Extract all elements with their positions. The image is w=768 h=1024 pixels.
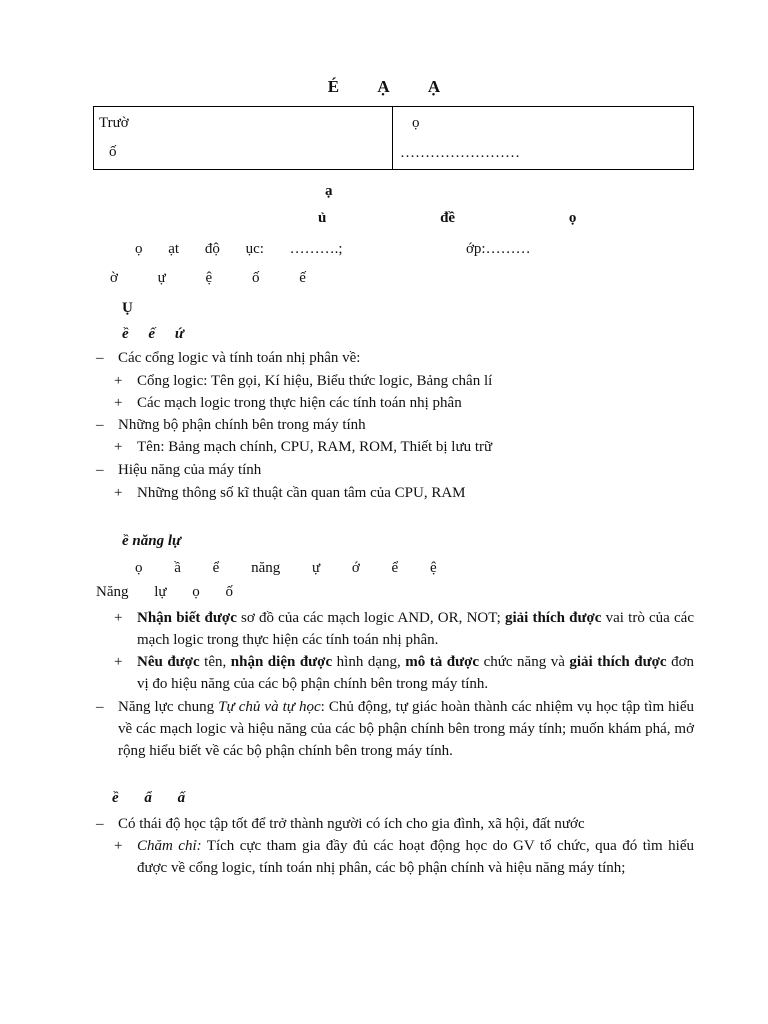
competency-item-2: Nêu được tên, nhận diện được hình dạng, mô tả được chức năng và giải thích được đơn vị đo hiệu năng của các bộ phận chính bên trong máy tính. <box>137 654 695 692</box>
list-item: Cổng logic: Tên gọi, Kí hiệu, Biểu thức logic, Bảng chân lí <box>137 373 493 389</box>
list-item: Hiệu năng của máy tính <box>118 462 262 478</box>
lesson-subtitle: ạ <box>325 183 333 199</box>
quality-heading: ề ẩ ấ <box>112 790 186 806</box>
quality-item-1: Có thái độ học tập tốt để trở thành người có ích cho gia đình, xã hội, đất nước <box>118 816 585 832</box>
teacher-name-blank: …………………… <box>400 145 520 161</box>
school-name-label: Trườ <box>99 115 129 131</box>
list-item: Tên: Bảng mạch chính, CPU, RAM, ROM, Thiết bị lưu trữ <box>137 439 493 455</box>
list-item: Các cổng logic và tính toán nhị phân về: <box>118 350 361 366</box>
competency-subheading: ọ ầ ể năng ự ớ ể ệ <box>135 560 437 576</box>
teacher-label: ọ <box>412 115 420 131</box>
list-item: Các mạch logic trong thực hiện các tính toán nhị phân <box>137 395 462 411</box>
competency-item-1: Nhận biết được sơ đồ của các mạch logic AND, OR, NOT; giải thích được vai trò của các mạch logic trong thực hiện các tính toán nhị phân. <box>137 610 694 648</box>
list-marker: – <box>96 699 104 715</box>
list-marker: + <box>114 485 123 501</box>
list-item: Những thông số kĩ thuật cần quan tâm của CPU, RAM <box>137 485 466 501</box>
quality-item-2: Chăm chỉ: Tích cực tham gia đầy đủ các hoạt động học do GV tổ chức, qua đó tìm hiểu được về cổng logic, tính toán nhị phân, các bộ phận chính và hiệu năng máy tính; <box>137 838 694 876</box>
time-row: ờ ự ệ ố ế <box>110 270 306 286</box>
class-field: ớp:……… <box>466 241 531 257</box>
activity-row: ọ ạt độ ục: ……….; <box>135 241 343 257</box>
list-marker: – <box>96 417 104 433</box>
list-marker: + <box>114 654 123 670</box>
list-marker: – <box>96 462 104 478</box>
list-marker: + <box>114 373 123 389</box>
list-marker: + <box>114 395 123 411</box>
list-marker: + <box>114 610 123 626</box>
list-marker: + <box>114 439 123 455</box>
competency-label: Năng lự ọ ố <box>96 584 234 600</box>
box-divider <box>392 107 393 169</box>
list-marker: + <box>114 838 123 854</box>
list-item: Những bộ phận chính bên trong máy tính <box>118 417 366 433</box>
objectives-heading: Ụ <box>122 300 133 316</box>
document-title: É Ạ Ạ <box>327 77 441 96</box>
competency-item-3: Năng lực chung Tự chủ và tự học: Chủ động, tự giác hoàn thành các nhiệm vụ học tập tìm hiểu về các mạch logic và hiệu năng của các bộ phận chính bên trong máy tính; muốn khám phá, mở rộng hiểu biết về các bộ phận chính bên trong máy tính. <box>118 699 694 759</box>
list-marker: – <box>96 350 104 366</box>
knowledge-heading: ề ế ứ <box>122 326 184 342</box>
competency-heading: ề năng lự <box>122 533 181 549</box>
group-label: ố <box>109 144 117 160</box>
header-info-box <box>93 106 694 170</box>
list-marker: – <box>96 816 104 832</box>
topic-subtitle: ủ đề ọ <box>318 210 577 226</box>
